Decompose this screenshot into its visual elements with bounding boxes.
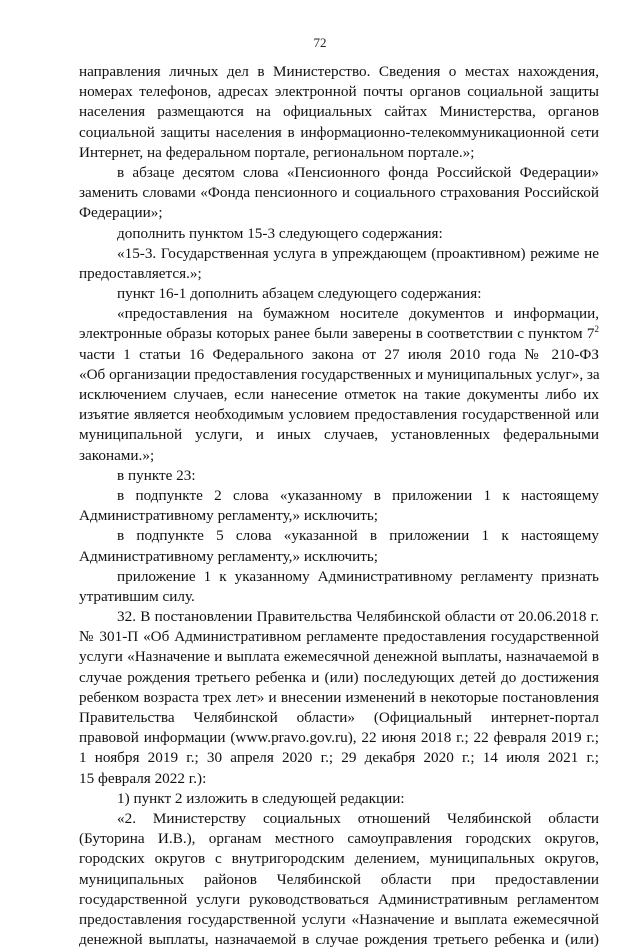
text-line	[79, 385, 599, 405]
text-line	[79, 446, 599, 466]
text-line-content: номерах телефонов, адресах электронной почты органов социальной защиты	[79, 83, 599, 101]
text-line-content: направления личных дел в Министерство. Сведения о местах нахождения,	[79, 63, 599, 80]
text-line	[79, 82, 599, 102]
page-number: 72	[313, 35, 327, 50]
text-line-content: «2. Министерству социальных отношений Челябинской области	[117, 809, 599, 827]
text-line	[79, 102, 599, 122]
text-line-content: № 301-П «Об Административном регламенте предоставления государственной	[79, 628, 599, 646]
text-line	[79, 425, 599, 445]
text-line-content: в пункте 23:	[117, 466, 196, 484]
text-line-content: предоставляется.»;	[79, 264, 202, 282]
text-line-content: 32. В постановлении Правительства Челябинской области от 20.06.2018 г.	[117, 608, 599, 626]
text-line-content: исключением случаев, если нанесение отметок на такие документы либо их	[79, 386, 599, 403]
text-line	[79, 789, 599, 809]
text-line	[79, 567, 599, 587]
text-line	[79, 890, 599, 910]
text-line-content: приложение 1 к указанному Административному регламенту признать	[117, 567, 599, 585]
text-line-content: услуги «Назначение и выплата ежемесячной денежной выплаты, назначаемой в	[79, 648, 599, 666]
text-line	[79, 506, 599, 526]
text-line-content: Интернет, на федеральном портале, региональном портале.»;	[79, 143, 475, 161]
text-line-content: 1) пункт 2 изложить в следующей редакции:	[117, 789, 405, 807]
text-line	[79, 627, 599, 647]
text-line	[79, 668, 599, 688]
text-line	[79, 203, 599, 223]
text-line	[79, 486, 599, 506]
text-line-content: государственной услуги руководствоваться Административным регламентом	[79, 890, 599, 908]
text-line	[79, 365, 599, 385]
text-line-content: правовой информации (www.pravo.gov.ru), 22 июня 2018 г.; 22 февраля 2019 г.;	[79, 729, 599, 747]
text-line	[79, 304, 599, 324]
text-line-content: в подпункте 2 слова «указанному в приложении 1 к настоящему	[117, 486, 599, 504]
text-line	[79, 809, 599, 829]
text-line-content: в подпункте 5 слова «указанной в приложении 1 к настоящему	[117, 527, 599, 545]
text-line-content: Административному регламенту,» исключить;	[79, 547, 378, 565]
text-line-content: в абзаце десятом слова «Пенсионного фонда Российской Федерации»	[117, 163, 599, 181]
text-line	[79, 688, 599, 708]
text-line-content: случае рождения третьего ребенка и (или) последующих детей до достижения	[79, 668, 599, 686]
text-line	[79, 587, 599, 607]
text-line	[79, 264, 599, 284]
text-line-content: (Буторина И.В.), органам местного самоуправления городских округов,	[79, 830, 599, 848]
text-line	[79, 547, 599, 567]
text-line	[79, 728, 599, 748]
text-line-content: утратившим силу.	[79, 587, 195, 605]
text-line	[79, 224, 599, 244]
text-line-content: заменить словами «Фонда пенсионного и социального страхования Российской	[79, 184, 599, 202]
text-line-content: «15-3. Государственная услуга в упреждающем (проактивном) режиме не	[117, 244, 599, 262]
text-line-content: законами.»;	[79, 446, 155, 464]
document-body	[79, 62, 599, 950]
text-line-content: 15 февраля 2022 г.):	[79, 769, 207, 787]
text-line-content: изъятие является необходимым условием предоставления государственной или	[79, 406, 599, 424]
text-line-content: Административному регламенту,» исключить;	[79, 507, 378, 525]
text-line	[79, 284, 599, 304]
text-line-content: электронные образы которых ранее были заверены в соответствии с пунктом 7	[79, 325, 595, 343]
text-line	[79, 930, 599, 950]
text-line-content: населения размещаются на официальных сайтах Министерства, органов	[79, 103, 599, 121]
text-line	[79, 910, 599, 930]
text-line-content: предоставления государственной услуги «Назначение и выплата ежемесячной	[79, 910, 599, 928]
text-line-content: «Об организации предоставления государственных и муниципальных услуг», за	[79, 365, 600, 383]
text-line	[79, 769, 599, 789]
text-line-content: «предоставления на бумажном носителе документов и информации,	[117, 305, 599, 323]
text-line	[79, 345, 599, 365]
text-line-content: социальной защиты населения в информационно-телекоммуникационной сети	[79, 123, 599, 141]
text-line	[79, 748, 599, 768]
text-line	[79, 163, 599, 183]
text-line-content: дополнить пунктом 15-3 следующего содержания:	[117, 224, 443, 242]
superscript: 2	[594, 324, 599, 335]
text-line	[79, 62, 599, 82]
text-line-content: Федерации»;	[79, 204, 163, 222]
text-line	[79, 143, 599, 163]
text-line-content: денежной выплаты, назначаемой в случае рождения третьего ребенка и (или)	[79, 931, 599, 949]
text-line-content: городских округов с внутригородским делением, муниципальных округов,	[79, 850, 599, 868]
text-line	[79, 829, 599, 849]
text-line	[79, 123, 599, 143]
text-line	[79, 405, 599, 425]
text-line	[79, 870, 599, 890]
text-line-content: части 1 статьи 16 Федерального закона от 27 июля 2010 года № 210-ФЗ	[79, 345, 599, 363]
text-line-content: Правительства Челябинской области» (Официальный интернет-портал	[79, 709, 599, 726]
text-line	[79, 708, 599, 728]
text-line-content: пункт 16-1 дополнить абзацем следующего содержания:	[117, 285, 482, 303]
text-line	[79, 466, 599, 486]
text-line-content: 1 ноября 2019 г.; 30 апреля 2020 г.; 29 декабря 2020 г.; 14 июля 2021 г.;	[79, 749, 599, 767]
text-line	[79, 607, 599, 627]
text-line	[79, 849, 599, 869]
text-line	[79, 647, 599, 667]
text-line	[79, 526, 599, 546]
text-line	[79, 324, 599, 344]
text-line-content: муниципальных районов Челябинской области при предоставлении	[79, 870, 599, 888]
text-line	[79, 183, 599, 203]
text-line-content: муниципальной услуги, и иных случаев, установленных федеральными	[79, 426, 599, 444]
text-line	[79, 244, 599, 264]
text-line-content: ребенком возраста трех лет» и внесении изменений в некоторые постановления	[79, 688, 599, 706]
